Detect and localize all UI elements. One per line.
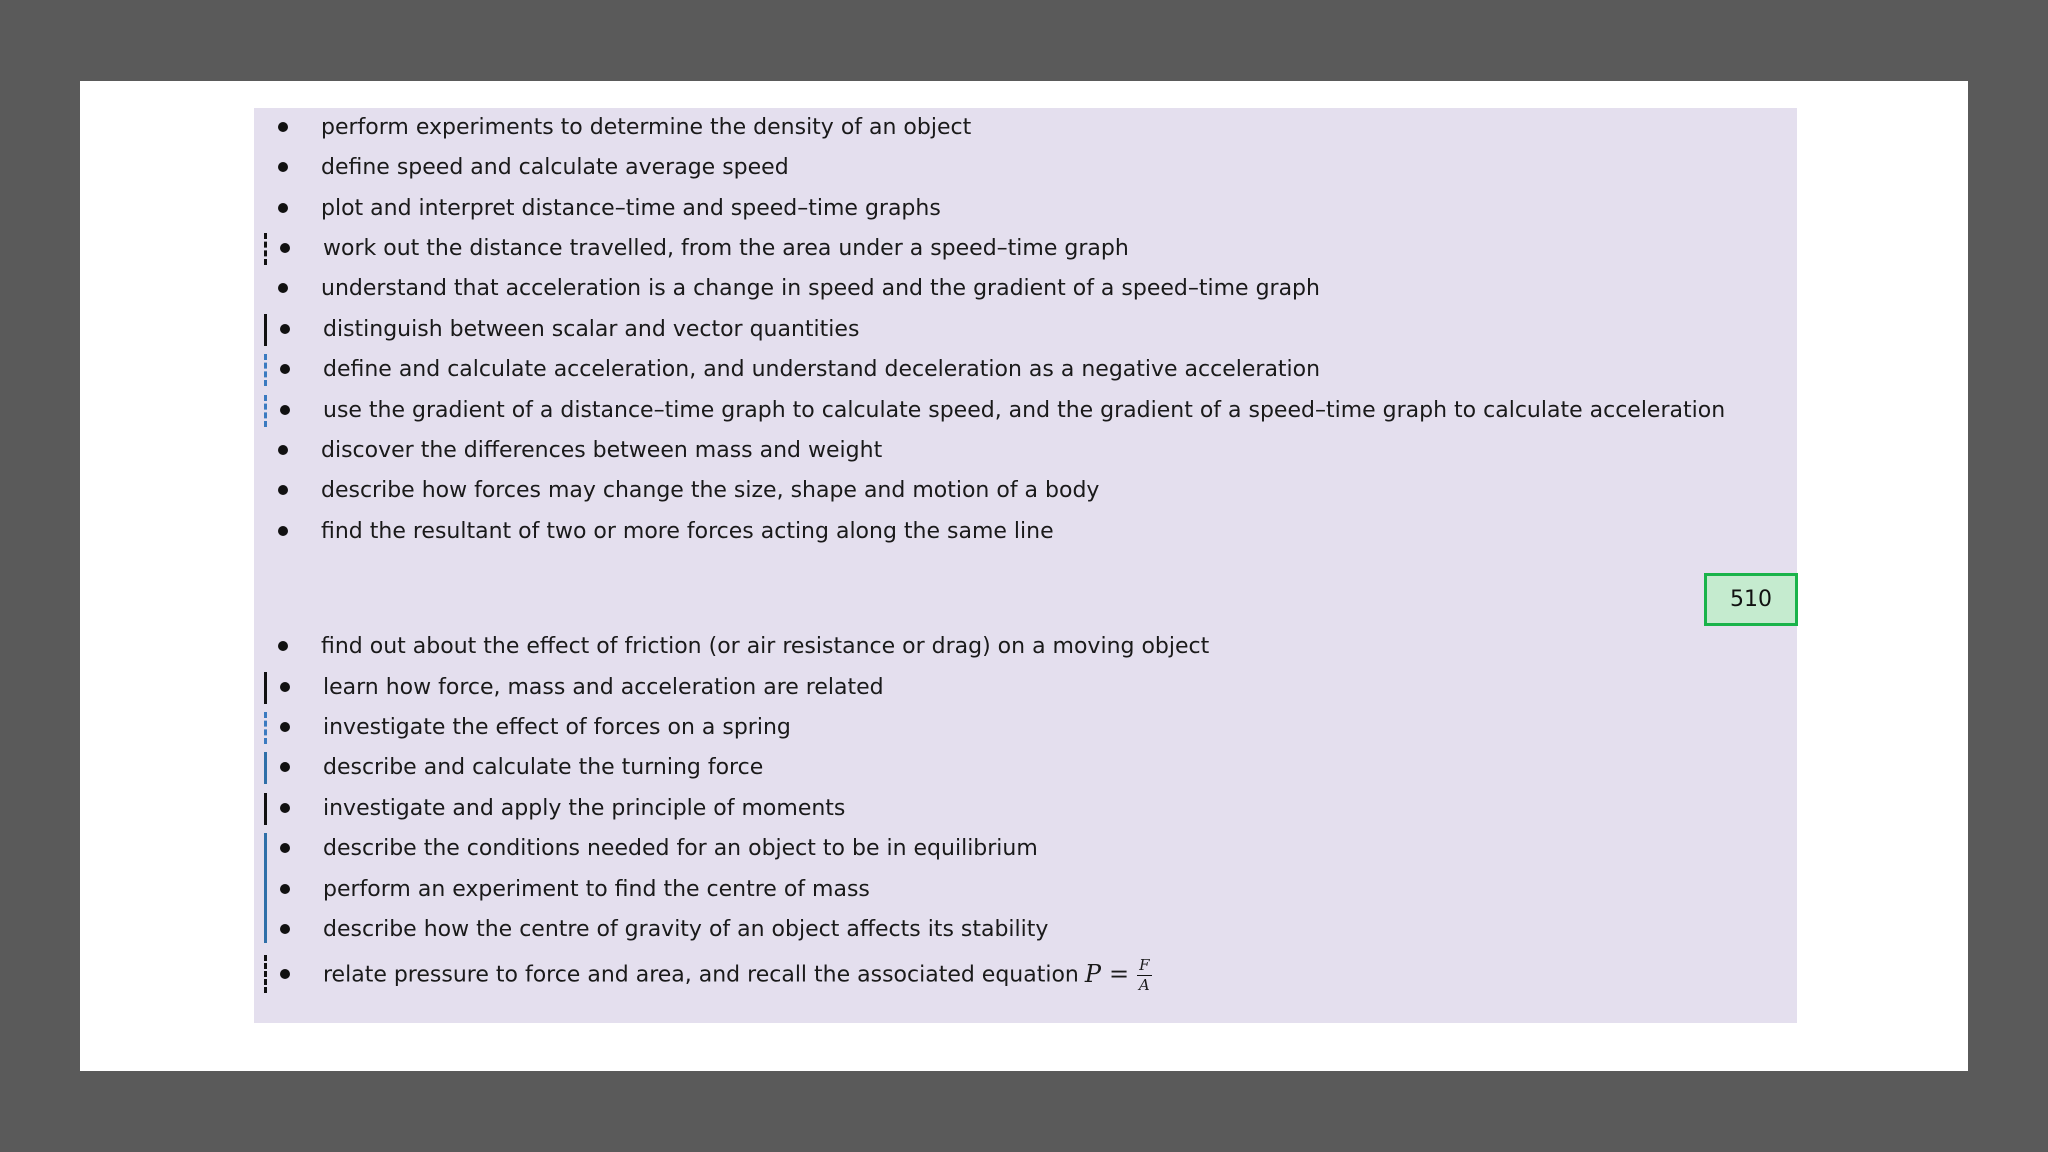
pressure-equation [1085, 958, 1152, 993]
change-bar-marker [264, 395, 267, 427]
list-item-text: define and calculate acceleration, and understand deceleration as a negative acceleration [323, 357, 1321, 382]
equation-denominator: A [1138, 976, 1150, 994]
page-number-badge: 510 [1704, 573, 1798, 626]
list-item-text [323, 958, 1152, 993]
list-item [254, 910, 1797, 950]
bullet-icon [278, 203, 288, 213]
list-item [254, 310, 1797, 350]
list-item [254, 627, 1797, 667]
bullet-icon [280, 762, 290, 772]
document-page [80, 81, 1968, 1071]
change-bar-marker [264, 712, 267, 744]
bullet-icon [280, 969, 290, 979]
equation-fraction [1137, 958, 1151, 993]
bullet-icon [278, 641, 288, 651]
bullet-icon [278, 485, 288, 495]
list-item-text: describe and calculate the turning force [323, 755, 764, 780]
equation-numerator: F [1139, 956, 1150, 974]
list-item [254, 870, 1797, 910]
list-item-text: work out the distance travelled, from the area under a speed–time graph [323, 236, 1129, 261]
list-item [254, 269, 1797, 309]
list-item-text: distinguish between scalar and vector quantities [323, 317, 860, 342]
list-item-text: understand that acceleration is a change in speed and the gradient of a speed–time graph [321, 276, 1320, 301]
list-item [254, 431, 1797, 471]
list-item [254, 955, 1797, 995]
bullet-icon [280, 243, 290, 253]
list-item-text: learn how force, mass and acceleration are related [323, 675, 884, 700]
bullet-icon [278, 283, 288, 293]
list-item [254, 708, 1797, 748]
list-item [254, 108, 1797, 148]
bullet-icon [280, 803, 290, 813]
bullet-icon [280, 843, 290, 853]
list-item-text: discover the differences between mass and weight [321, 438, 883, 463]
list-item-text: perform an experiment to find the centre of mass [323, 877, 870, 902]
list-item-text-main: relate pressure to force and area, and recall the associated equation [323, 962, 1079, 988]
list-item [254, 668, 1797, 708]
list-item [254, 748, 1797, 788]
bullet-icon [278, 526, 288, 536]
list-item-text: describe how forces may change the size, shape and motion of a body [321, 478, 1100, 503]
list-item-text: define speed and calculate average speed [321, 155, 789, 180]
list-item-text: investigate the effect of forces on a spring [323, 715, 791, 740]
list-item-text: describe the conditions needed for an object to be in equilibrium [323, 836, 1038, 861]
bullet-icon [278, 162, 288, 172]
list-item-text: perform experiments to determine the density of an object [321, 115, 972, 140]
list-item [254, 789, 1797, 829]
list-item [254, 471, 1797, 511]
change-bar-marker [264, 793, 267, 825]
list-item-text: investigate and apply the principle of moments [323, 796, 846, 821]
change-bar-marker [264, 314, 267, 346]
list-item [254, 229, 1797, 269]
bullet-icon [280, 405, 290, 415]
change-bar-marker [264, 752, 267, 784]
list-item [254, 189, 1797, 229]
list-item [254, 512, 1797, 552]
list-item-text: describe how the centre of gravity of an object affects its stability [323, 917, 1049, 942]
change-bar-marker [264, 955, 267, 993]
list-item-text: plot and interpret distance–time and speed–time graphs [321, 196, 941, 221]
equation-lhs: P [1084, 960, 1102, 988]
change-bar-marker [264, 233, 267, 265]
list-item-text: find out about the effect of friction (or air resistance or drag) on a moving object [321, 634, 1210, 659]
list-item [254, 148, 1797, 188]
list-item-text: find the resultant of two or more forces acting along the same line [321, 519, 1054, 544]
list-item [254, 391, 1797, 431]
bullet-icon [280, 682, 290, 692]
change-bar-marker [264, 672, 267, 704]
bullet-icon [280, 924, 290, 934]
bullet-icon [280, 364, 290, 374]
change-bar-marker [264, 354, 267, 386]
list-item-text: use the gradient of a distance–time graph to calculate speed, and the gradient of a speed–time graph to calculate acceleration [323, 398, 1726, 423]
list-item [254, 350, 1797, 390]
bullet-icon [280, 884, 290, 894]
bullet-icon [278, 445, 288, 455]
list-item [254, 829, 1797, 869]
bullet-icon [278, 122, 288, 132]
bullet-icon [280, 324, 290, 334]
bullet-icon [280, 722, 290, 732]
equation-equals: = [1109, 960, 1130, 988]
objectives-panel [254, 108, 1797, 1023]
